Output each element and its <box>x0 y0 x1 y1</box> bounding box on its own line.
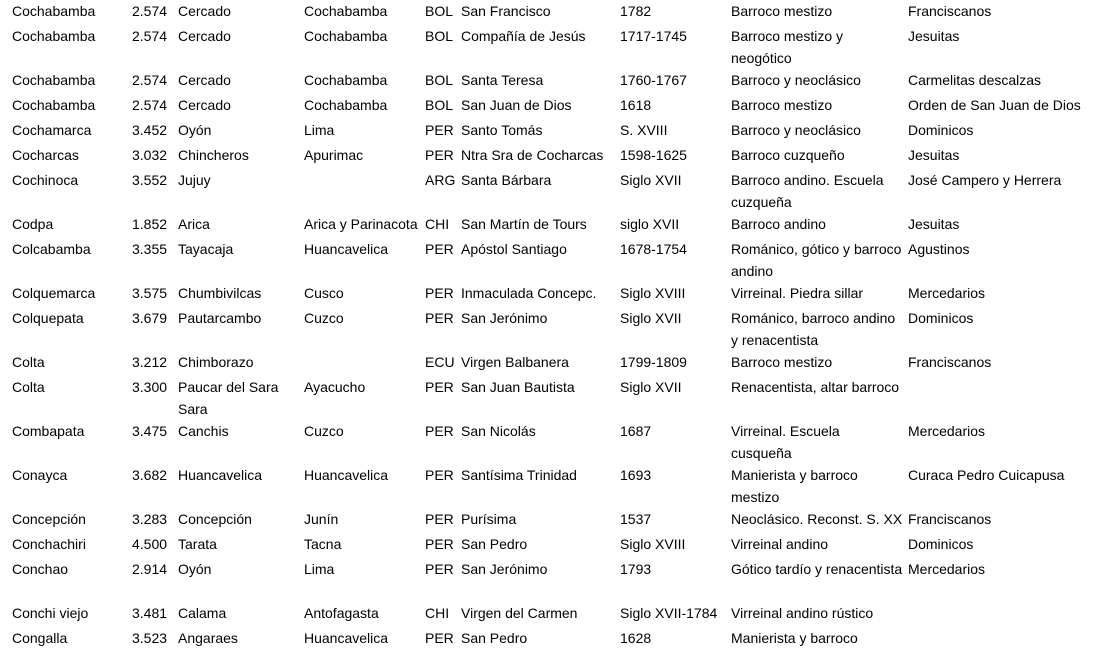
region-cell: Huancavelica <box>304 241 389 257</box>
builder-cell: Agustinos <box>908 241 970 257</box>
country-cell: PER <box>425 630 454 646</box>
table-row <box>0 307 1108 351</box>
builder-cell: Dominicos <box>908 536 974 552</box>
province-cell: Oyón <box>178 122 212 138</box>
date-cell: 1760-1767 <box>620 72 687 88</box>
region-cell: Huancavelica <box>304 467 389 483</box>
region-cell: Cochabamba <box>304 28 388 44</box>
province-cell: Jujuy <box>178 172 211 188</box>
altitude-cell: 3.212 <box>132 354 168 370</box>
region-cell: Cusco <box>304 285 344 301</box>
province-cell: Calama <box>178 605 227 621</box>
province-cell: Tayacaja <box>178 241 234 257</box>
country-cell: PER <box>425 536 454 552</box>
province-cell: Concepción <box>178 511 252 527</box>
style-cell: Virreinal andino <box>731 536 829 552</box>
church-cell: Santa Teresa <box>461 72 544 88</box>
country-cell: PER <box>425 147 454 163</box>
date-cell: 1687 <box>620 423 652 439</box>
province-cell: Arica <box>178 216 210 232</box>
date-cell: Siglo XVIII <box>620 536 686 552</box>
church-cell: San Jerónimo <box>461 561 548 577</box>
church-cell: San Martín de Tours <box>461 216 587 232</box>
date-cell: 1618 <box>620 97 652 113</box>
church-cell: San Pedro <box>461 536 528 552</box>
style-cell: Barroco mestizo <box>731 97 833 113</box>
town-cell: Colquepata <box>12 310 84 326</box>
country-cell: PER <box>425 310 454 326</box>
builder-cell: Mercedarios <box>908 423 986 439</box>
altitude-cell: 3.679 <box>132 310 168 326</box>
country-cell: PER <box>425 122 454 138</box>
country-cell: BOL <box>425 97 454 113</box>
church-cell: San Nicolás <box>461 423 536 439</box>
table-row <box>0 119 1108 144</box>
province-cell: Huancavelica <box>178 467 263 483</box>
town-cell: Congalla <box>12 630 68 646</box>
style-cell: Barroco y neoclásico <box>731 72 861 88</box>
style-cell: Barroco cuzqueño <box>731 147 845 163</box>
table-row <box>0 238 1108 282</box>
country-cell: PER <box>425 561 454 577</box>
region-cell: Lima <box>304 561 335 577</box>
region-cell: Cuzco <box>304 423 344 439</box>
country-cell: ARG <box>425 172 456 188</box>
style-cell: Románico, barroco andino y renacentista <box>731 310 896 348</box>
altitude-cell: 3.481 <box>132 605 168 621</box>
town-cell: Colcabamba <box>12 241 91 257</box>
altitude-cell: 2.574 <box>132 28 168 44</box>
table-row <box>0 169 1108 213</box>
region-cell: Ayacucho <box>304 379 366 395</box>
province-cell: Paucar del Sara Sara <box>178 379 279 417</box>
altitude-cell: 3.552 <box>132 172 168 188</box>
altitude-cell: 3.283 <box>132 511 168 527</box>
altitude-cell: 3.575 <box>132 285 168 301</box>
country-cell: PER <box>425 379 454 395</box>
style-cell: Virreinal andino rústico <box>731 605 874 621</box>
style-cell: Barroco mestizo <box>731 354 833 370</box>
church-cell: Apóstol Santiago <box>461 241 567 257</box>
church-cell: Virgen Balbanera <box>461 354 569 370</box>
builder-cell: Curaca Pedro Cuicapusa <box>908 467 1065 483</box>
date-cell: 1678-1754 <box>620 241 687 257</box>
date-cell: Siglo XVII <box>620 310 682 326</box>
altitude-cell: 3.355 <box>132 241 168 257</box>
country-cell: PER <box>425 285 454 301</box>
date-cell: 1537 <box>620 511 652 527</box>
builder-cell: Carmelitas descalzas <box>908 72 1042 88</box>
town-cell: Colta <box>12 354 45 370</box>
country-cell: CHI <box>425 605 450 621</box>
country-cell: PER <box>425 467 454 483</box>
town-cell: Cocharcas <box>12 147 79 163</box>
altitude-cell: 1.852 <box>132 216 168 232</box>
church-cell: Santísima Trinidad <box>461 467 577 483</box>
town-cell: Cochabamba <box>12 3 96 19</box>
style-cell: Neoclásico. Reconst. S. XX <box>731 511 903 527</box>
country-cell: CHI <box>425 216 450 232</box>
region-cell: Lima <box>304 122 335 138</box>
church-cell: Virgen del Carmen <box>461 605 578 621</box>
table-row <box>0 69 1108 94</box>
style-cell: Virreinal. Escuela cusqueña <box>731 423 840 461</box>
date-cell: Siglo XVII <box>620 379 682 395</box>
style-cell: Barroco mestizo y neogótico <box>731 28 844 66</box>
altitude-cell: 3.300 <box>132 379 168 395</box>
date-cell: 1793 <box>620 561 652 577</box>
table-row <box>0 282 1108 307</box>
altitude-cell: 2.574 <box>132 97 168 113</box>
country-cell: ECU <box>425 354 455 370</box>
style-cell: Gótico tardío y renacentista <box>731 561 903 577</box>
altitude-cell: 3.523 <box>132 630 168 646</box>
style-cell: Barroco y neoclásico <box>731 122 861 138</box>
church-cell: San Juan Bautista <box>461 379 575 395</box>
builder-cell: Jesuitas <box>908 28 960 44</box>
church-cell: San Jerónimo <box>461 310 548 326</box>
altitude-cell: 2.574 <box>132 72 168 88</box>
province-cell: Canchis <box>178 423 229 439</box>
builder-cell: Dominicos <box>908 310 974 326</box>
town-cell: Conayca <box>12 467 68 483</box>
town-cell: Cochamarca <box>12 122 92 138</box>
town-cell: Codpa <box>12 216 54 232</box>
table-row <box>0 213 1108 238</box>
region-cell: Apurimac <box>304 147 364 163</box>
church-cell: Inmaculada Concepc. <box>461 285 597 301</box>
date-cell: 1598-1625 <box>620 147 687 163</box>
altitude-cell: 3.682 <box>132 467 168 483</box>
style-cell: Virreinal. Piedra sillar <box>731 285 864 301</box>
date-cell: 1799-1809 <box>620 354 687 370</box>
region-cell: Cuzco <box>304 310 344 326</box>
date-cell: Siglo XVII-1784 <box>620 605 718 621</box>
region-cell: Tacna <box>304 536 342 552</box>
date-cell: S. XVIII <box>620 122 668 138</box>
region-cell: Huancavelica <box>304 630 389 646</box>
province-cell: Cercado <box>178 72 231 88</box>
style-cell: Barroco andino <box>731 216 826 232</box>
date-cell: 1693 <box>620 467 652 483</box>
country-cell: BOL <box>425 3 454 19</box>
province-cell: Cercado <box>178 97 231 113</box>
style-cell: Barroco andino. Escuela cuzqueña <box>731 172 884 210</box>
town-cell: Concepción <box>12 511 86 527</box>
town-cell: Conchao <box>12 561 69 577</box>
builder-cell: Franciscanos <box>908 3 992 19</box>
table-row <box>0 25 1108 69</box>
province-cell: Cercado <box>178 28 231 44</box>
table-row <box>0 376 1108 420</box>
town-cell: Cochabamba <box>12 97 96 113</box>
table-row <box>0 508 1108 533</box>
table-row <box>0 464 1108 508</box>
town-cell: Cochabamba <box>12 72 96 88</box>
table-row <box>0 351 1108 376</box>
region-cell: Arica y Parinacota <box>304 216 418 232</box>
table-row <box>0 627 1108 652</box>
style-cell: Barroco mestizo <box>731 3 833 19</box>
altitude-cell: 3.452 <box>132 122 168 138</box>
builder-cell: Franciscanos <box>908 511 992 527</box>
town-cell: Cochinoca <box>12 172 79 188</box>
builder-cell: Dominicos <box>908 122 974 138</box>
date-cell: siglo XVII <box>620 216 680 232</box>
table-row <box>0 558 1108 602</box>
builder-cell: Orden de San Juan de Dios <box>908 97 1081 113</box>
table-row <box>0 420 1108 464</box>
table-row <box>0 533 1108 558</box>
date-cell: Siglo XVIII <box>620 285 686 301</box>
town-cell: Cochabamba <box>12 28 96 44</box>
altitude-cell: 2.574 <box>132 3 168 19</box>
altitude-cell: 2.914 <box>132 561 168 577</box>
country-cell: PER <box>425 241 454 257</box>
town-cell: Conchi viejo <box>12 605 89 621</box>
builder-cell: Franciscanos <box>908 354 992 370</box>
church-cell: Purísima <box>461 511 517 527</box>
builder-cell: Jesuitas <box>908 147 960 163</box>
altitude-cell: 3.032 <box>132 147 168 163</box>
church-cell: San Francisco <box>461 3 551 19</box>
table-row <box>0 602 1108 627</box>
region-cell: Antofagasta <box>304 605 379 621</box>
town-cell: Conchachiri <box>12 536 86 552</box>
table-row <box>0 144 1108 169</box>
region-cell: Junín <box>304 511 339 527</box>
table-row <box>0 0 1108 25</box>
region-cell: Cochabamba <box>304 3 388 19</box>
country-cell: PER <box>425 511 454 527</box>
builder-cell: José Campero y Herrera <box>908 172 1062 188</box>
style-cell: Románico, gótico y barroco andino <box>731 241 902 279</box>
church-cell: Ntra Sra de Cocharcas <box>461 147 604 163</box>
date-cell: 1717-1745 <box>620 28 687 44</box>
province-cell: Chumbivilcas <box>178 285 262 301</box>
builder-cell: Mercedarios <box>908 561 986 577</box>
date-cell: Siglo XVII <box>620 172 682 188</box>
style-cell: Renacentista, altar barroco <box>731 379 900 395</box>
town-cell: Combapata <box>12 423 85 439</box>
altitude-cell: 4.500 <box>132 536 168 552</box>
church-cell: San Juan de Dios <box>461 97 572 113</box>
date-cell: 1628 <box>620 630 652 646</box>
church-cell: Compañía de Jesús <box>461 28 586 44</box>
church-cell: Santo Tomás <box>461 122 543 138</box>
country-cell: PER <box>425 423 454 439</box>
builder-cell: Mercedarios <box>908 285 986 301</box>
province-cell: Tarata <box>178 536 217 552</box>
region-cell: Cochabamba <box>304 97 388 113</box>
province-cell: Chimborazo <box>178 354 254 370</box>
region-cell: Cochabamba <box>304 72 388 88</box>
town-cell: Colquemarca <box>12 285 96 301</box>
province-cell: Chincheros <box>178 147 249 163</box>
province-cell: Oyón <box>178 561 212 577</box>
country-cell: BOL <box>425 72 454 88</box>
province-cell: Cercado <box>178 3 231 19</box>
style-cell: Manierista y barroco <box>731 630 858 646</box>
table-row <box>0 94 1108 119</box>
style-cell: Manierista y barroco mestizo <box>731 467 858 505</box>
altitude-cell: 3.475 <box>132 423 168 439</box>
country-cell: BOL <box>425 28 454 44</box>
province-cell: Pautarcambo <box>178 310 262 326</box>
builder-cell: Jesuitas <box>908 216 960 232</box>
town-cell: Colta <box>12 379 45 395</box>
church-cell: Santa Bárbara <box>461 172 552 188</box>
church-cell: San Pedro <box>461 630 528 646</box>
date-cell: 1782 <box>620 3 652 19</box>
province-cell: Angaraes <box>178 630 238 646</box>
